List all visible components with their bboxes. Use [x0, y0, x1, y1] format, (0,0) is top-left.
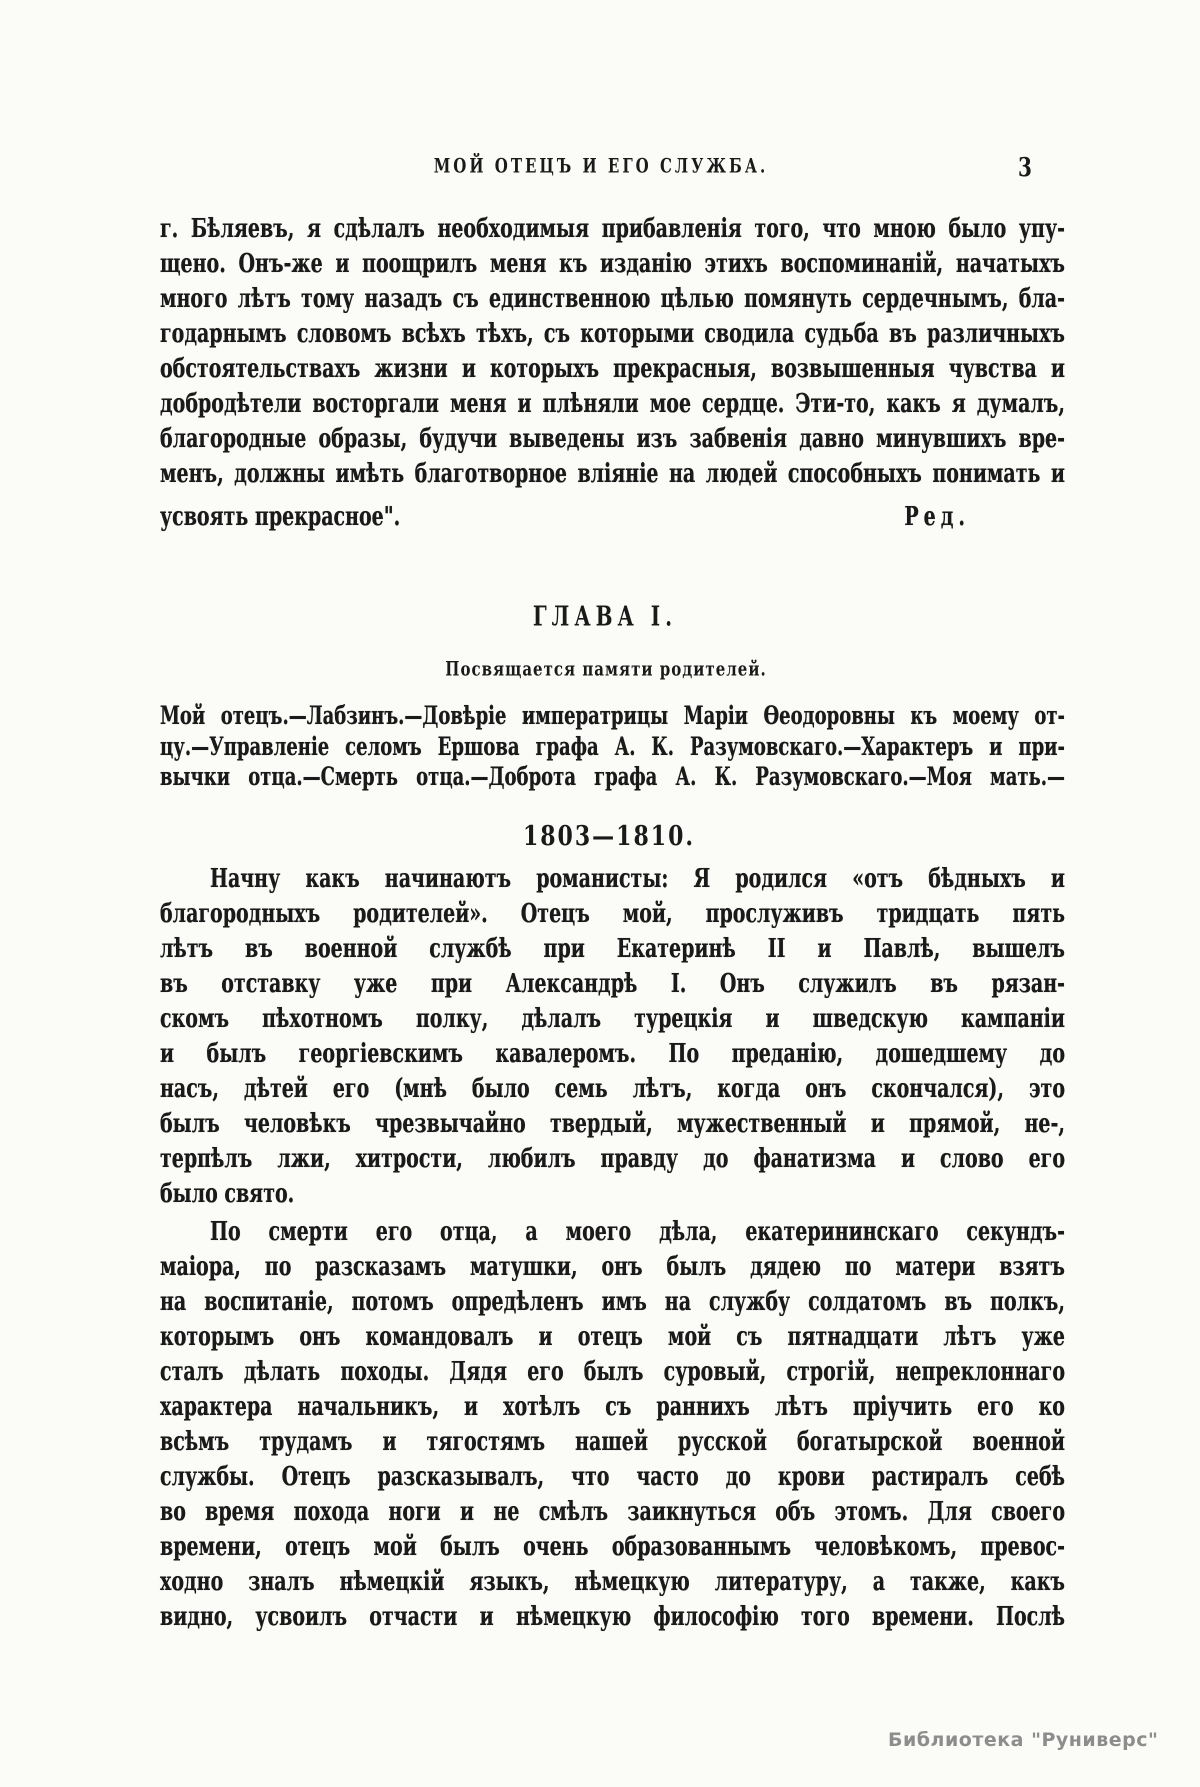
text-line: менъ, должны имѣть благотворное вліяніе на людей способныхъ понимать и	[160, 458, 1065, 489]
text-line: всѣмъ трудамъ и тягостямъ нашей русской богатырской военной	[160, 1426, 1065, 1457]
body-paragraph-1	[160, 862, 1065, 1212]
editor-signature: Ред.	[904, 501, 970, 532]
text-line: въ отставку уже при Александрѣ I. Онъ служилъ въ рязан-	[160, 968, 1065, 999]
text-line: вычки отца.—Смерть отца.—Доброта графа А. К. Разумовскаго.—Моя мать.—	[160, 762, 1065, 792]
text-line: и былъ георгіевскимъ кавалеромъ. По преданію, дошедшему до	[160, 1038, 1065, 1069]
text-line: обстоятельствахъ жизни и которыхъ прекрасныя, возвышенныя чувства и	[160, 353, 1065, 384]
text-line: которымъ онъ командовалъ и отецъ мой съ пятнадцати лѣтъ уже	[160, 1321, 1065, 1352]
text-line: терпѣлъ лжи, хитрости, любилъ правду до фанатизма и слово его	[160, 1143, 1065, 1174]
text-line: много лѣтъ тому назадъ съ единственною цѣлью помянуть сердечнымъ, бла-	[160, 283, 1065, 314]
text-line: лѣтъ въ военной службѣ при Екатеринѣ II и Павлѣ, вышелъ	[160, 933, 1065, 964]
text-line: былъ человѣкъ чрезвычайно твердый, мужественный и прямой, не-,	[160, 1108, 1065, 1139]
text-line: скомъ пѣхотномъ полку, дѣлалъ турецкія и шведскую кампаніи	[160, 1003, 1065, 1034]
text-line: г. Бѣляевъ, я сдѣлалъ необходимыя прибавленія того, что мною было упу-	[160, 213, 1065, 244]
text-line: благородные образы, будучи выведены изъ забвенія давно минувшихъ вре-	[160, 423, 1065, 454]
text-line: было свято.	[160, 1178, 295, 1209]
text-line: добродѣтели восторгали меня и плѣняли мое сердце. Эти-то, какъ я думалъ,	[160, 388, 1065, 419]
editorial-note-closing-line	[160, 493, 1065, 541]
text-line: По смерти его отца, а моего дѣла, екатерининскаго секундъ-	[210, 1216, 1065, 1247]
closing-text: усвоять прекрасное".	[160, 501, 401, 532]
text-line: службы. Отецъ разсказывалъ, что часто до крови растиралъ себѣ	[160, 1461, 1065, 1492]
text-line: маіора, по разсказамъ матушки, онъ былъ дядею по матери взятъ	[160, 1251, 1065, 1282]
running-head-title: МОЙ ОТЕЦЪ И ЕГО СЛУЖБА.	[433, 154, 769, 178]
text-line: во время похода ноги и не смѣлъ заикнуться объ этомъ. Для своего	[160, 1496, 1065, 1527]
text-line: времени, отецъ мой былъ очень образованнымъ человѣкомъ, превос-	[160, 1531, 1065, 1562]
library-watermark: Библиотека "Руниверс"	[888, 1729, 1159, 1751]
text-line: годарнымъ словомъ всѣхъ тѣхъ, съ которыми сводила судьба въ различныхъ	[160, 318, 1065, 349]
chapter-dedication: Посвящается памяти родителей.	[445, 657, 767, 681]
text-line: видно, усвоилъ отчасти и нѣмецкую философію того времени. Послѣ	[160, 1601, 1065, 1632]
chapter-summary	[160, 702, 1065, 794]
text-line: благородныхъ родителей». Отецъ мой, прослуживъ тридцать пять	[160, 898, 1065, 929]
page-number: 3	[1018, 151, 1032, 183]
text-line: Мой отецъ.—Лабзинъ.—Довѣріе императрицы Маріи Ѳеодоровны къ моему от-	[160, 701, 1065, 731]
text-line: насъ, дѣтей его (мнѣ было семь лѣтъ, когда онъ скончался), это	[160, 1073, 1065, 1104]
body-paragraph-2	[160, 1215, 1065, 1635]
text-line: ходно зналъ нѣмецкій языкъ, нѣмецкую литературу, а также, какъ	[160, 1566, 1065, 1597]
editorial-note	[160, 212, 1065, 492]
chapter-period: 1803—1810.	[522, 819, 696, 853]
text-line: щено. Онъ-же и поощрилъ меня къ изданію этихъ воспоминаній, начатыхъ	[160, 248, 1065, 279]
text-line: цу.—Управленіе селомъ Ершова графа А. К. Разумовскаго.—Характеръ и при-	[160, 732, 1065, 762]
chapter-heading: ГЛАВА I.	[532, 599, 678, 633]
text-line: Начну какъ начинаютъ романисты: Я родился «отъ бѣдныхъ и	[210, 863, 1065, 894]
text-line: сталъ дѣлать походы. Дядя его былъ суровый, строгій, непреклоннаго	[160, 1356, 1065, 1387]
text-line: характера начальникъ, и хотѣлъ съ раннихъ лѣтъ пріучить его ко	[160, 1391, 1065, 1422]
text-line: на воспитаніе, потомъ опредѣленъ имъ на службу солдатомъ въ полкъ,	[160, 1286, 1065, 1317]
